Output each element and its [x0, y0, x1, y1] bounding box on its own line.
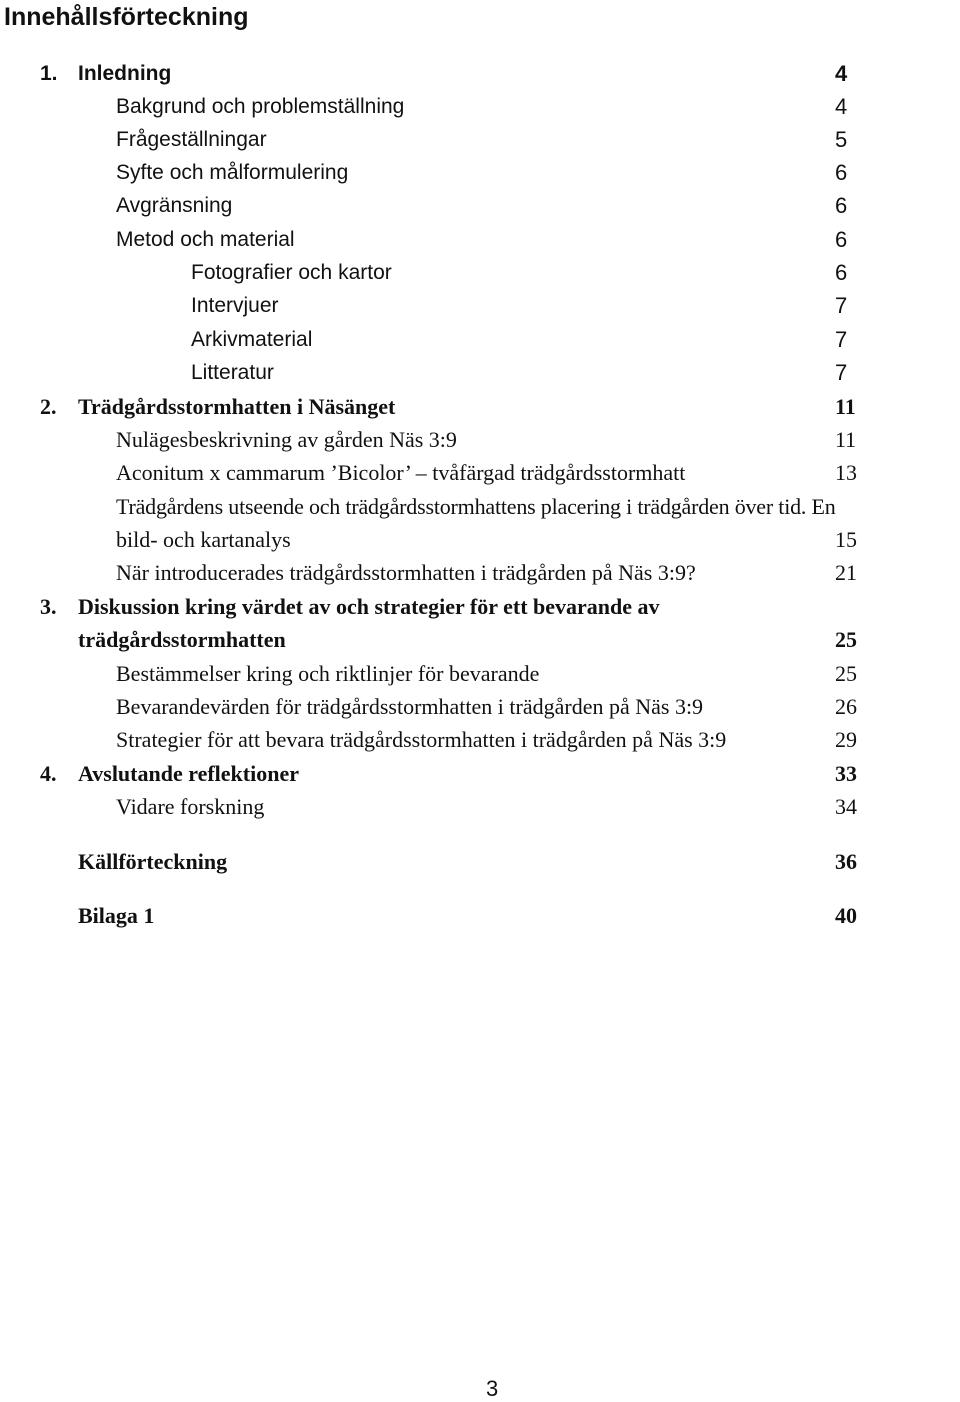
toc-page-number: 6 — [835, 193, 848, 218]
toc-page-number: 26 — [835, 694, 857, 719]
toc-page-number: 4 — [835, 61, 848, 86]
toc-page-number: 5 — [835, 127, 848, 152]
toc-section-title-continued: bild- och kartanalys — [116, 527, 291, 552]
toc-chapter-number: 3. — [40, 594, 57, 619]
toc-page-number: 13 — [835, 460, 857, 485]
toc-chapter-title: Trädgårdsstormhatten i Näsänget — [78, 394, 396, 419]
toc-chapter-title: Diskussion kring värdet av och strategier för ett bevarande av — [78, 594, 660, 619]
toc-page-number: 7 — [835, 360, 848, 385]
toc-chapter-title: Inledning — [78, 62, 172, 85]
toc-page-number: 34 — [835, 794, 857, 819]
toc-page-number: 21 — [835, 560, 857, 585]
toc-section-title: Avgränsning — [116, 194, 233, 217]
toc-page-number: 11 — [835, 427, 857, 452]
toc-page-number: 25 — [835, 661, 857, 686]
toc-subsection-title: Intervjuer — [191, 294, 279, 317]
toc-section-title: Bevarandevärden för trädgårdsstormhatten i trädgården på Näs 3:9 — [116, 694, 704, 719]
toc-section-title: Trädgårdens utseende och trädgårdsstormhattens placering i trädgården över tid. En — [116, 494, 836, 519]
toc-page-number: 6 — [835, 227, 848, 252]
toc-page-number: 7 — [835, 327, 848, 352]
toc-section-title: Metod och material — [116, 228, 295, 251]
toc-subsection-title: Arkivmaterial — [191, 328, 313, 351]
toc-subsection-title: Fotografier och kartor — [191, 261, 392, 284]
toc-references-title: Källförteckning — [78, 849, 228, 874]
toc-page-number: 15 — [835, 527, 857, 552]
toc-section-title: Bestämmelser kring och riktlinjer för bevarande — [116, 661, 540, 686]
toc-section-title: Frågeställningar — [116, 128, 267, 151]
toc-section-title: Nulägesbeskrivning av gården Näs 3:9 — [116, 427, 457, 452]
toc-page-number: 25 — [835, 627, 857, 652]
toc-page-number: 40 — [835, 903, 857, 928]
toc-page-number: 7 — [835, 293, 848, 318]
toc-chapter-number: 4. — [40, 761, 57, 786]
toc-page-number: 6 — [835, 260, 848, 285]
toc-chapter-title: Avslutande reflektioner — [78, 761, 299, 786]
toc-page-number: 4 — [835, 94, 848, 119]
toc-section-title: Bakgrund och problemställning — [116, 95, 405, 118]
toc-section-title: Syfte och målformulering — [116, 161, 349, 184]
toc-page-number: 36 — [835, 849, 857, 874]
toc-appendix-title: Bilaga 1 — [78, 903, 155, 928]
toc-page-number: 11 — [835, 394, 856, 419]
footer-page-number: 3 — [486, 1376, 499, 1401]
toc-page-number: 6 — [835, 160, 848, 185]
toc-chapter-number: 1. — [40, 62, 58, 85]
toc-chapter-number: 2. — [40, 394, 57, 419]
toc-page-number: 29 — [835, 727, 857, 752]
toc-section-title: Vidare forskning — [116, 794, 265, 819]
toc-heading: Innehållsförteckning — [4, 3, 249, 31]
toc-subsection-title: Litteratur — [191, 361, 274, 384]
toc-page-number: 33 — [835, 761, 857, 786]
toc-section-title: Strategier för att bevara trädgårdsstormhatten i trädgården på Näs 3:9 — [116, 727, 727, 752]
toc-chapter-title-continued: trädgårdsstormhatten — [78, 627, 286, 652]
toc-section-title: När introducerades trädgårdsstormhatten i trädgården på Näs 3:9? — [116, 560, 696, 585]
toc-section-title: Aconitum x cammarum ’Bicolor’ – tvåfärgad trädgårdsstormhatt — [116, 460, 686, 485]
